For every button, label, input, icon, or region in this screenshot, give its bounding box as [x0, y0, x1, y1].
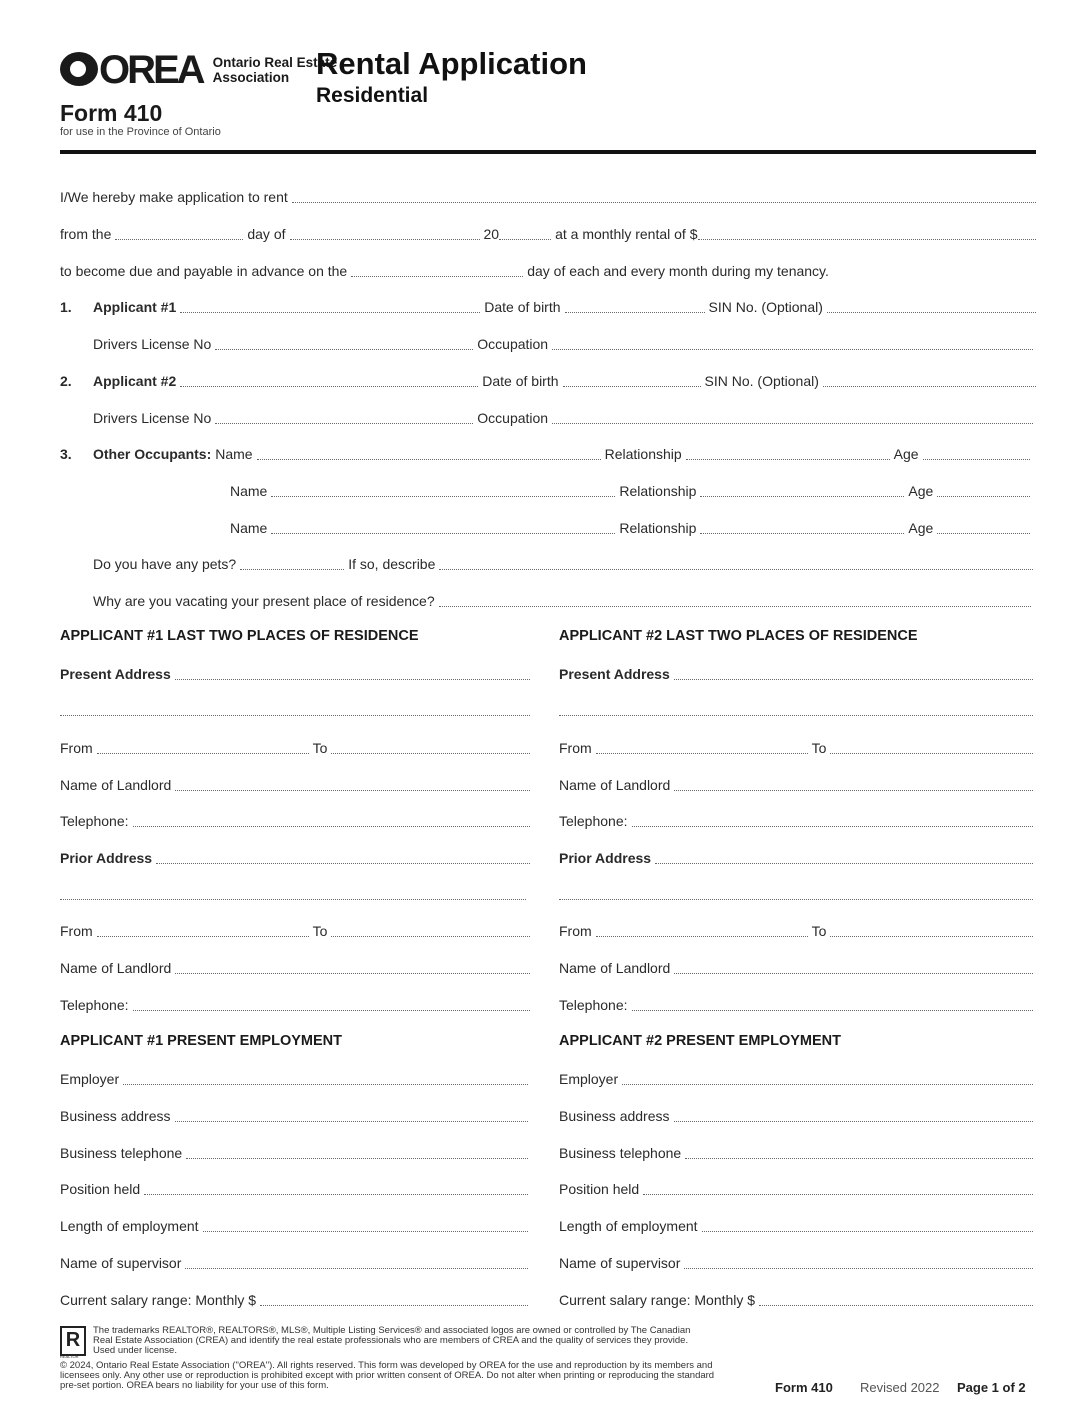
- applicant-2-sin-field[interactable]: [823, 373, 1036, 387]
- a2-supervisor-row: [559, 1254, 1033, 1272]
- day-of-label: day of: [247, 226, 286, 242]
- age-label: Age: [893, 446, 919, 462]
- relationship-label: Relationship: [619, 483, 697, 499]
- a1-prior-landlord-field[interactable]: [175, 960, 530, 974]
- business-address-label: Business address: [559, 1108, 670, 1124]
- drivers-license-label: Drivers License No: [93, 410, 212, 426]
- from-label: From: [559, 923, 592, 939]
- applicant-1-license-field[interactable]: [215, 336, 473, 350]
- applicant-2-license-field[interactable]: [215, 410, 473, 424]
- a1-business-address-field[interactable]: [175, 1108, 528, 1122]
- org-line-1: Ontario Real Estate: [212, 55, 338, 70]
- salary-label: Current salary range: Monthly $: [559, 1292, 756, 1308]
- a1-present-address-field[interactable]: [175, 666, 530, 680]
- a2-prior-to-field[interactable]: [830, 923, 1033, 937]
- a1-prior-dates-row: [60, 922, 530, 940]
- occupant-relationship-field[interactable]: [686, 446, 890, 460]
- a1-salary-row: [60, 1291, 528, 1309]
- a2-prior-address-row: [559, 849, 1033, 867]
- telephone-label: Telephone:: [559, 997, 628, 1013]
- applicant-2-dob-field[interactable]: [563, 373, 701, 387]
- supervisor-label: Name of supervisor: [60, 1255, 182, 1271]
- from-label: From: [559, 740, 592, 756]
- a2-prior-dates-row: [559, 922, 1033, 940]
- due-suffix-label: day of each and every month during my tenancy.: [527, 263, 829, 279]
- a2-present-telephone-field[interactable]: [632, 813, 1033, 827]
- org-line-2: Association: [212, 70, 290, 85]
- to-label: To: [811, 923, 827, 939]
- due-prefix-label: to become due and payable in advance on the: [60, 263, 348, 279]
- a1-business-telephone-field[interactable]: [186, 1145, 528, 1159]
- page-subtitle: Residential: [316, 84, 429, 107]
- a1-position-row: [60, 1180, 528, 1198]
- telephone-label: Telephone:: [559, 813, 628, 829]
- sin-label: SIN No. (Optional): [708, 299, 823, 315]
- landlord-label: Name of Landlord: [60, 777, 172, 793]
- a2-business-address-row: [559, 1107, 1033, 1125]
- vacating-row: [93, 592, 1031, 610]
- a2-employer-field[interactable]: [622, 1071, 1033, 1085]
- start-month-field[interactable]: [290, 226, 480, 240]
- a1-salary-field[interactable]: [260, 1292, 528, 1306]
- a1-present-address-field-2[interactable]: [60, 702, 530, 716]
- a2-present-to-field[interactable]: [830, 740, 1033, 754]
- occupant-age-field[interactable]: [923, 446, 1030, 460]
- pets-description-field[interactable]: [439, 556, 1033, 570]
- rental-start-row: [60, 225, 1036, 243]
- occupant-age-field[interactable]: [937, 483, 1030, 497]
- a1-position-field[interactable]: [144, 1181, 528, 1195]
- rent-premises-field[interactable]: [292, 189, 1036, 203]
- pets-answer-field[interactable]: [240, 556, 344, 570]
- a1-length-field[interactable]: [203, 1218, 528, 1232]
- a1-present-to-field[interactable]: [331, 740, 530, 754]
- a2-prior-landlord-row: [559, 959, 1033, 977]
- a1-present-dates-row: [60, 739, 530, 757]
- year-prefix-label: 20: [483, 226, 500, 242]
- employer-label: Employer: [60, 1071, 120, 1087]
- applicant-1-label: Applicant #1: [93, 299, 177, 315]
- occupant-relationship-field[interactable]: [700, 520, 904, 534]
- a1-prior-landlord-row: [60, 959, 530, 977]
- position-label: Position held: [60, 1181, 141, 1197]
- occupant-row: [230, 519, 1030, 537]
- business-telephone-label: Business telephone: [60, 1145, 183, 1161]
- rent-due-row: [60, 262, 860, 280]
- rent-premises-row: [60, 188, 1036, 206]
- sin-label: SIN No. (Optional): [704, 373, 819, 389]
- a1-business-address-row: [60, 1107, 528, 1125]
- a1-supervisor-field[interactable]: [185, 1255, 528, 1269]
- drivers-license-label: Drivers License No: [93, 336, 212, 352]
- a2-prior-telephone-row: [559, 996, 1033, 1014]
- a1-present-telephone-row: [60, 812, 530, 830]
- present-address-label: Present Address: [60, 666, 171, 682]
- from-label: From: [60, 923, 93, 939]
- occupant-name-field[interactable]: [257, 446, 601, 460]
- realtor-logo-icon: R REALTOR: [60, 1326, 86, 1356]
- item-number: 1.: [60, 299, 72, 315]
- form-number: Form 410: [60, 100, 163, 126]
- a2-present-address-line2: [559, 702, 1033, 719]
- a1-supervisor-row: [60, 1254, 528, 1272]
- a2-present-telephone-row: [559, 812, 1033, 830]
- prior-address-label: Prior Address: [60, 850, 153, 866]
- applicant-1-dob-field[interactable]: [565, 299, 705, 313]
- pets-row: [93, 555, 1033, 573]
- a2-present-address-row: [559, 665, 1033, 683]
- a1-present-landlord-row: [60, 776, 530, 794]
- pets-question-label: Do you have any pets?: [93, 556, 237, 572]
- a1-prior-address-line2: [60, 886, 526, 903]
- prior-address-label: Prior Address: [559, 850, 652, 866]
- a2-prior-address-field-2[interactable]: [559, 886, 1033, 900]
- occupant-name-label: Name: [215, 446, 253, 462]
- pets-describe-label: If so, describe: [348, 556, 436, 572]
- age-label: Age: [908, 520, 934, 536]
- applicant-2-residence-heading: APPLICANT #2 LAST TWO PLACES OF RESIDENCE: [559, 628, 918, 644]
- a1-length-row: [60, 1217, 528, 1235]
- a2-prior-telephone-field[interactable]: [632, 997, 1033, 1011]
- a1-prior-from-field[interactable]: [97, 923, 309, 937]
- supervisor-label: Name of supervisor: [559, 1255, 681, 1271]
- applicant-1-residence-heading: APPLICANT #1 LAST TWO PLACES OF RESIDENCE: [60, 628, 419, 644]
- page-title: Rental Application: [316, 46, 587, 81]
- occupant-row: [230, 482, 1030, 500]
- trademark-notice: The trademarks REALTOR®, REALTORS®, MLS®, Multiple Listing Services® and associated logos are owned or controlled by The Canadian Real Estate Association (CREA) and identify the real estate professionals who are members of CREA and the quality of services they provide. Used under license.: [93, 1325, 691, 1356]
- occupant-relationship-field[interactable]: [700, 483, 904, 497]
- monthly-rental-label: at a monthly rental of $: [555, 226, 698, 242]
- employer-label: Employer: [559, 1071, 619, 1087]
- telephone-label: Telephone:: [60, 997, 129, 1013]
- a2-present-dates-row: [559, 739, 1033, 757]
- item-number: 2.: [60, 373, 72, 389]
- present-address-label: Present Address: [559, 666, 670, 682]
- a2-length-row: [559, 1217, 1033, 1235]
- a1-employer-row: [60, 1070, 528, 1088]
- other-occupants-label: Other Occupants:: [93, 446, 212, 462]
- a1-present-from-field[interactable]: [97, 740, 309, 754]
- occupant-name-field[interactable]: [271, 520, 615, 534]
- a1-prior-telephone-row: [60, 996, 530, 1014]
- a1-employer-field[interactable]: [123, 1071, 528, 1085]
- a1-present-address-line2: [60, 702, 530, 719]
- dob-label: Date of birth: [484, 299, 561, 315]
- orea-logo-mark: OREA: [60, 50, 203, 90]
- footer-form-number: Form 410: [775, 1380, 833, 1395]
- business-telephone-label: Business telephone: [559, 1145, 682, 1161]
- from-label: From: [60, 740, 93, 756]
- applicant-1-sin-field[interactable]: [827, 299, 1036, 313]
- a2-employer-row: [559, 1070, 1033, 1088]
- position-label: Position held: [559, 1181, 640, 1197]
- a2-length-field[interactable]: [702, 1218, 1033, 1232]
- orea-logo: [60, 50, 337, 90]
- landlord-label: Name of Landlord: [559, 777, 671, 793]
- applicant-1-name-field[interactable]: [180, 299, 480, 313]
- a2-present-address-field[interactable]: [674, 666, 1033, 680]
- a1-present-landlord-field[interactable]: [175, 777, 530, 791]
- applicant-1-employment-heading: APPLICANT #1 PRESENT EMPLOYMENT: [60, 1033, 342, 1049]
- dob-label: Date of birth: [482, 373, 559, 389]
- a2-supervisor-field[interactable]: [684, 1255, 1033, 1269]
- a2-present-from-field[interactable]: [596, 740, 808, 754]
- a2-present-landlord-row: [559, 776, 1033, 794]
- a1-business-telephone-row: [60, 1144, 528, 1162]
- a2-business-address-field[interactable]: [674, 1108, 1033, 1122]
- business-address-label: Business address: [60, 1108, 171, 1124]
- a2-salary-row: [559, 1291, 1033, 1309]
- landlord-label: Name of Landlord: [559, 960, 671, 976]
- a1-prior-address-row: [60, 849, 530, 867]
- a2-prior-address-field[interactable]: [655, 850, 1033, 864]
- vacating-reason-field[interactable]: [439, 593, 1031, 607]
- a2-position-row: [559, 1180, 1033, 1198]
- due-day-field[interactable]: [351, 263, 523, 277]
- start-year-field[interactable]: [499, 226, 551, 240]
- a1-prior-to-field[interactable]: [331, 923, 530, 937]
- a2-prior-address-line2: [559, 886, 1033, 903]
- salary-label: Current salary range: Monthly $: [60, 1292, 257, 1308]
- relationship-label: Relationship: [619, 520, 697, 536]
- occupant-age-field[interactable]: [937, 520, 1030, 534]
- a2-prior-from-field[interactable]: [596, 923, 808, 937]
- vacating-label: Why are you vacating your present place of residence?: [93, 593, 435, 609]
- to-label: To: [312, 740, 328, 756]
- a2-salary-field[interactable]: [759, 1292, 1033, 1306]
- a1-prior-address-field-2[interactable]: [60, 886, 526, 900]
- a1-prior-telephone-field[interactable]: [133, 997, 530, 1011]
- applicant-2-employment-heading: APPLICANT #2 PRESENT EMPLOYMENT: [559, 1033, 841, 1049]
- a2-present-landlord-field[interactable]: [674, 777, 1033, 791]
- start-day-field[interactable]: [115, 226, 243, 240]
- a1-prior-address-field[interactable]: [156, 850, 530, 864]
- applicant-1-license-row: [93, 335, 1033, 353]
- a2-business-telephone-row: [559, 1144, 1033, 1162]
- telephone-label: Telephone:: [60, 813, 129, 829]
- applicant-1-occupation-field[interactable]: [552, 336, 1033, 350]
- applicant-2-name-field[interactable]: [180, 373, 478, 387]
- a2-present-address-field-2[interactable]: [559, 702, 1033, 716]
- a1-present-telephone-field[interactable]: [133, 813, 530, 827]
- a2-prior-landlord-field[interactable]: [674, 960, 1033, 974]
- header-rule: [60, 150, 1036, 154]
- footer-page-number: Page 1 of 2: [957, 1380, 1026, 1395]
- landlord-label: Name of Landlord: [60, 960, 172, 976]
- rent-premises-label: I/We hereby make application to rent: [60, 189, 288, 205]
- form-header: [60, 46, 1036, 156]
- applicant-2-occupation-field[interactable]: [552, 410, 1033, 424]
- occupation-label: Occupation: [477, 410, 549, 426]
- applicant-1-row: [60, 298, 1036, 316]
- length-label: Length of employment: [559, 1218, 698, 1234]
- applicant-2-row: [60, 372, 1036, 390]
- occupant-name-field[interactable]: [271, 483, 615, 497]
- to-label: To: [811, 740, 827, 756]
- monthly-rental-field[interactable]: [698, 226, 1037, 240]
- occupant-name-label: Name: [230, 483, 268, 499]
- from-the-label: from the: [60, 226, 112, 242]
- applicant-2-label: Applicant #2: [93, 373, 177, 389]
- item-number: 3.: [60, 446, 72, 462]
- applicant-2-license-row: [93, 409, 1033, 427]
- a2-position-field[interactable]: [643, 1181, 1033, 1195]
- occupant-row: [60, 445, 1030, 463]
- occupant-name-label: Name: [230, 520, 268, 536]
- a1-present-address-row: [60, 665, 530, 683]
- occupation-label: Occupation: [477, 336, 549, 352]
- length-label: Length of employment: [60, 1218, 199, 1234]
- age-label: Age: [908, 483, 934, 499]
- a2-business-telephone-field[interactable]: [685, 1145, 1033, 1159]
- footer-revised: Revised 2022: [860, 1380, 940, 1395]
- to-label: To: [312, 923, 328, 939]
- form-use-note: for use in the Province of Ontario: [60, 126, 221, 138]
- relationship-label: Relationship: [604, 446, 682, 462]
- copyright-notice: © 2024, Ontario Real Estate Association ("OREA"). All rights reserved. This form was developed by OREA for the use and reproduction by its members and licensees only. Any other use or reproduction is prohibited except with prior written consent of OREA. Do not alter when printing or reproducing the standard pre-set portion. OREA bears no liability for your use of this form.: [60, 1360, 715, 1391]
